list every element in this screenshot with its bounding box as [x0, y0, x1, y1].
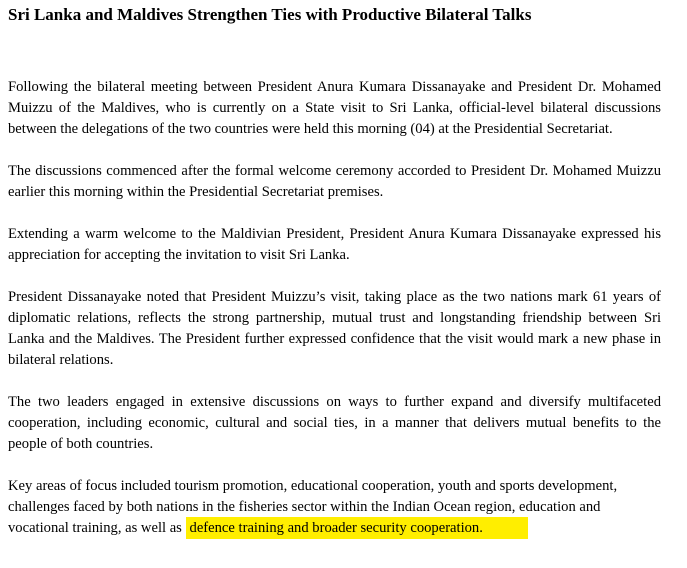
highlighted-text: defence training and broader security cooperation. — [186, 517, 528, 539]
article-title: Sri Lanka and Maldives Strengthen Ties with Productive Bilateral Talks — [8, 5, 532, 24]
paragraph-6 — [8, 476, 661, 539]
paragraph-5: The two leaders engaged in extensive discussions on ways to further expand and diversify multifaceted cooperation, including economic, cultural and social ties, in a manner that delivers mutual benefits to the people of both countries. — [8, 394, 661, 452]
paragraph-1: Following the bilateral meeting between President Anura Kumara Dissanayake and President Dr. Mohamed Muizzu of the Maldives, who is currently on a State visit to Sri Lanka, official-level bilateral discussions between the delegations of the two countries were held this morning (04) at the Presidential Secretariat. — [8, 79, 661, 137]
paragraph-3: Extending a warm welcome to the Maldivian President, President Anura Kumara Dissanayake expressed his appreciation for accepting the invitation to visit Sri Lanka. — [8, 226, 661, 263]
paragraph-4: President Dissanayake noted that President Muizzu’s visit, taking place as the two nations mark 61 years of diplomatic relations, reflects the strong partnership, mutual trust and longstanding friendship between Sri Lanka and the Maldives. The President further expressed confidence that the visit would mark a new phase in bilateral relations. — [8, 289, 661, 368]
paragraph-2: The discussions commenced after the formal welcome ceremony accorded to President Dr. Mohamed Muizzu earlier this morning within the Presidential Secretariat premises. — [8, 163, 661, 200]
paragraph-6-text: Key areas of focus included tourism promotion, educational cooperation, youth and sports development, challenges faced by both nations in the fisheries sector within the Indian Ocean region, education and vocational training, as well as — [8, 478, 618, 536]
article — [8, 5, 661, 560]
